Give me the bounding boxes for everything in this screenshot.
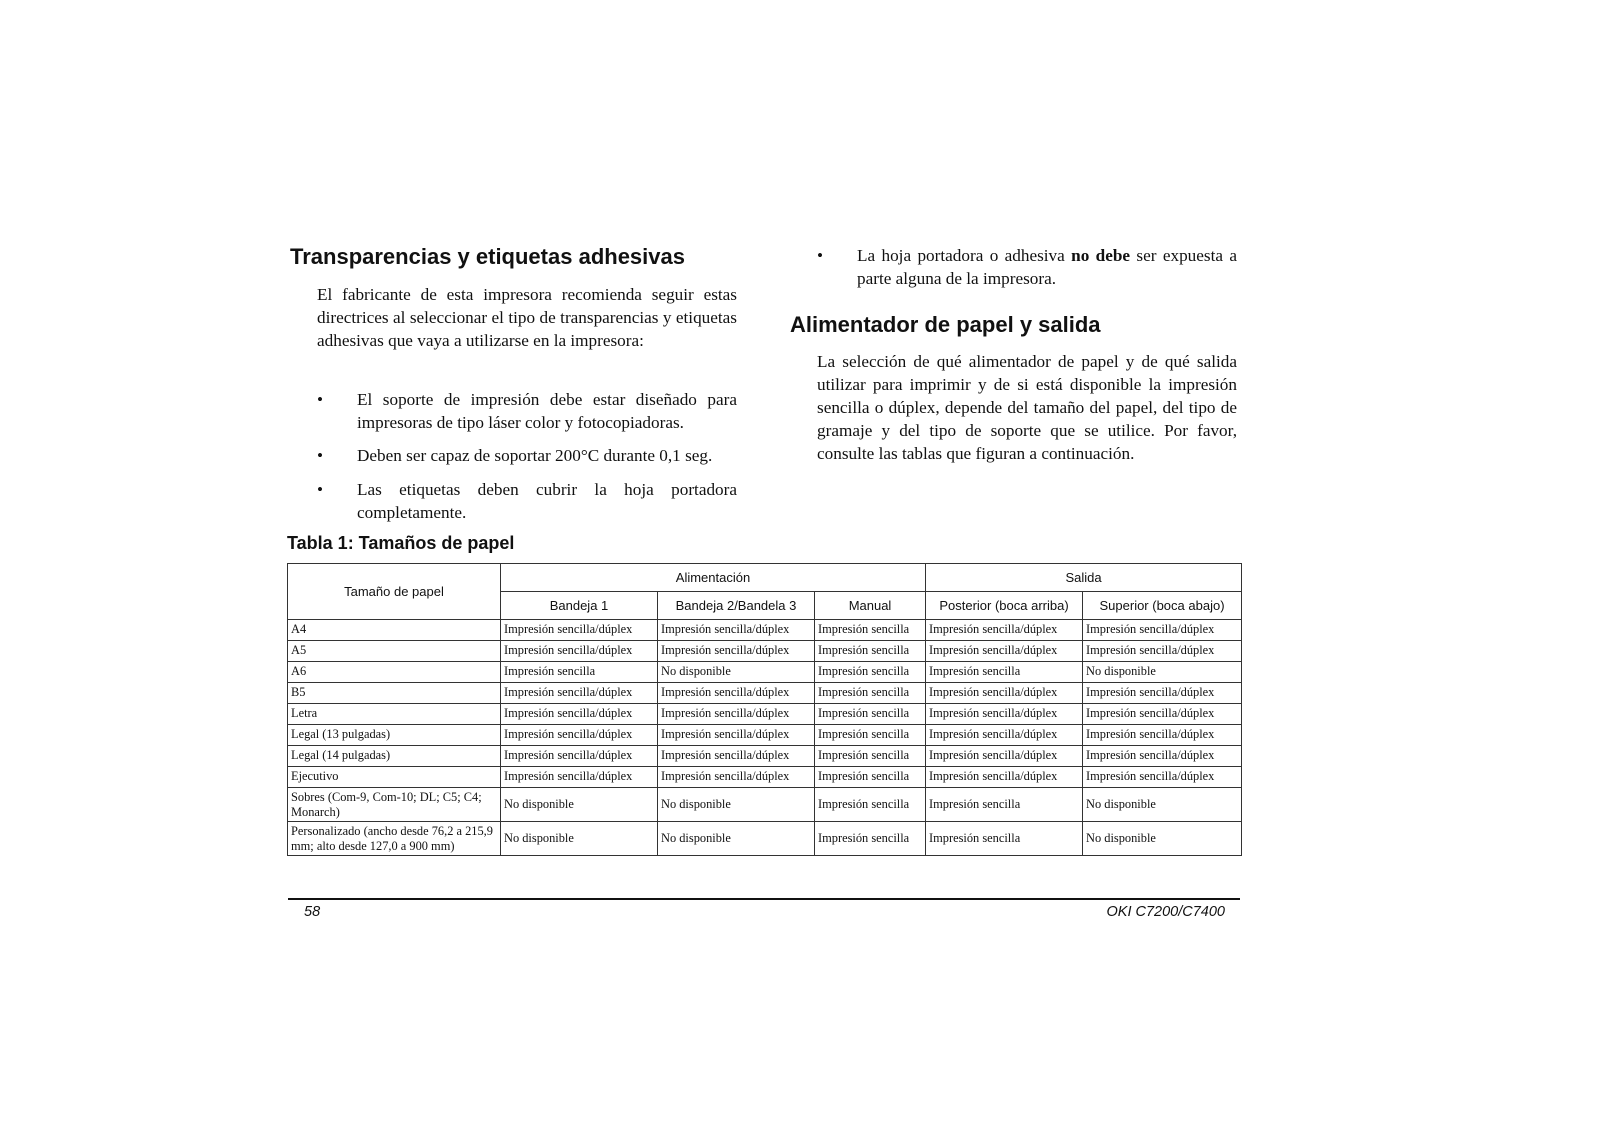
- table-cell: Impresión sencilla/dúplex: [658, 683, 815, 704]
- table-cell: No disponible: [501, 788, 658, 822]
- bullet-text: [857, 244, 1237, 290]
- table-cell: Impresión sencilla/dúplex: [501, 746, 658, 767]
- table-cell: Impresión sencilla/dúplex: [1083, 683, 1242, 704]
- table-cell: Impresión sencilla: [815, 683, 926, 704]
- table-cell: Impresión sencilla: [926, 662, 1083, 683]
- table-cell: Impresión sencilla/dúplex: [658, 704, 815, 725]
- intro-paragraph: El fabricante de esta impresora recomienda seguir estas directrices al seleccionar el tipo de transparencias y etiquetas adhesivas que vaya a utilizarse en la impresora:: [317, 285, 737, 350]
- table-cell: Impresión sencilla/dúplex: [501, 620, 658, 641]
- table-cell: Sobres (Com-9, Com-10; DL; C5; C4; Monarch): [288, 788, 501, 822]
- table-cell: Impresión sencilla/dúplex: [501, 683, 658, 704]
- table-cell: Legal (13 pulgadas): [288, 725, 501, 746]
- table-caption: Tabla 1: Tamaños de papel: [287, 533, 515, 553]
- table-row: [288, 788, 1242, 822]
- header-group-output: Salida: [926, 564, 1242, 592]
- table-cell: Impresión sencilla/dúplex: [658, 641, 815, 662]
- table-row: [288, 767, 1242, 788]
- table-cell: Impresión sencilla/dúplex: [1083, 641, 1242, 662]
- table-cell: Impresión sencilla: [815, 767, 926, 788]
- product-name: OKI C7200/C7400: [1106, 904, 1225, 920]
- table-cell: Impresión sencilla/dúplex: [926, 683, 1083, 704]
- header-group-feed: Alimentación: [501, 564, 926, 592]
- table-cell: Impresión sencilla: [815, 641, 926, 662]
- table-cell: Impresión sencilla/dúplex: [658, 746, 815, 767]
- bullet-item-1: [317, 388, 737, 434]
- bullet-item-3: [317, 478, 737, 524]
- bullet-text-end: ser expuesta a parte alguna de la impresora.: [857, 246, 1237, 288]
- table-cell: B5: [288, 683, 501, 704]
- bullet-text-start: La hoja portadora o adhesiva: [857, 246, 1072, 265]
- table-cell: Impresión sencilla: [815, 662, 926, 683]
- table-row: [288, 683, 1242, 704]
- bullet-symbol: •: [317, 390, 324, 409]
- table-row: [288, 704, 1242, 725]
- table-cell: Impresión sencilla: [926, 788, 1083, 822]
- table-cell: Impresión sencilla/dúplex: [501, 767, 658, 788]
- header-manual: Manual: [815, 592, 926, 620]
- table-row: [288, 641, 1242, 662]
- table-cell: Impresión sencilla/dúplex: [501, 704, 658, 725]
- header-rear-output: Posterior (boca arriba): [926, 592, 1083, 620]
- table-cell: Impresión sencilla: [815, 746, 926, 767]
- table-cell: Legal (14 pulgadas): [288, 746, 501, 767]
- table-cell: Impresión sencilla: [815, 822, 926, 856]
- table-cell: Letra: [288, 704, 501, 725]
- table-cell: A5: [288, 641, 501, 662]
- section-heading-paper-feed: Alimentador de papel y salida: [790, 312, 1101, 337]
- header-tray-2-3: Bandeja 2/Bandela 3: [658, 592, 815, 620]
- bullet-symbol: •: [317, 446, 324, 465]
- page-number: 58: [304, 904, 321, 920]
- table-cell: Impresión sencilla/dúplex: [501, 725, 658, 746]
- table-row: [288, 822, 1242, 856]
- table-cell: No disponible: [658, 788, 815, 822]
- bullet-symbol: •: [317, 480, 324, 499]
- table-cell: Impresión sencilla: [501, 662, 658, 683]
- table-row: [288, 662, 1242, 683]
- table-cell: Impresión sencilla/dúplex: [926, 746, 1083, 767]
- table-cell: Impresión sencilla/dúplex: [926, 767, 1083, 788]
- table-cell: Impresión sencilla/dúplex: [1083, 746, 1242, 767]
- table-cell: No disponible: [1083, 788, 1242, 822]
- table-cell: Impresión sencilla/dúplex: [926, 704, 1083, 725]
- table-cell: Personalizado (ancho desde 76,2 a 215,9 mm; alto desde 127,0 a 900 mm): [288, 822, 501, 856]
- header-paper-size: Tamaño de papel: [288, 564, 501, 620]
- bullet-text: Las etiquetas deben cubrir la hoja portadora completamente.: [357, 480, 737, 522]
- header-top-output: Superior (boca abajo): [1083, 592, 1242, 620]
- table-cell: Impresión sencilla/dúplex: [658, 767, 815, 788]
- table-cell: No disponible: [658, 822, 815, 856]
- table-cell: Impresión sencilla: [815, 788, 926, 822]
- bullet-symbol: •: [817, 246, 824, 265]
- table-cell: A4: [288, 620, 501, 641]
- bullet-item-2: [317, 444, 737, 467]
- table-row: [288, 746, 1242, 767]
- bullet-text-bold: no debe: [1071, 246, 1131, 265]
- paper-sizes-table: [287, 563, 1242, 856]
- table-cell: Impresión sencilla/dúplex: [658, 725, 815, 746]
- table-cell: Impresión sencilla/dúplex: [926, 641, 1083, 662]
- section-heading-transparencies: Transparencias y etiquetas adhesivas: [290, 244, 685, 269]
- table-cell: No disponible: [1083, 662, 1242, 683]
- table-cell: No disponible: [658, 662, 815, 683]
- table-cell: A6: [288, 662, 501, 683]
- table-cell: Impresión sencilla/dúplex: [926, 620, 1083, 641]
- table-cell: Impresión sencilla/dúplex: [658, 620, 815, 641]
- table-cell: Impresión sencilla/dúplex: [1083, 767, 1242, 788]
- paper-feed-paragraph: La selección de qué alimentador de papel y de qué salida utilizar para imprimir y de si está disponible la impresión sencilla o dúplex, depende del tamaño del papel, del tipo de gramaje y del tipo de soporte que se utilice. Por favor, consulte las tablas que figuran a continuación.: [817, 352, 1237, 463]
- table-cell: Impresión sencilla/dúplex: [1083, 725, 1242, 746]
- table-cell: No disponible: [501, 822, 658, 856]
- table-cell: Ejecutivo: [288, 767, 501, 788]
- table-cell: Impresión sencilla: [815, 725, 926, 746]
- table-cell: Impresión sencilla/dúplex: [926, 725, 1083, 746]
- table-cell: Impresión sencilla/dúplex: [1083, 620, 1242, 641]
- table-cell: Impresión sencilla/dúplex: [1083, 704, 1242, 725]
- table-cell: Impresión sencilla/dúplex: [501, 641, 658, 662]
- footer-divider: [288, 898, 1240, 900]
- table-row: [288, 620, 1242, 641]
- header-tray-1: Bandeja 1: [501, 592, 658, 620]
- table-cell: Impresión sencilla: [815, 620, 926, 641]
- table-row: [288, 725, 1242, 746]
- bullet-text: Deben ser capaz de soportar 200°C durante 0,1 seg.: [357, 446, 713, 465]
- table-cell: Impresión sencilla: [815, 704, 926, 725]
- bullet-item-carrier-sheet: [817, 244, 1237, 290]
- bullet-text: El soporte de impresión debe estar diseñado para impresoras de tipo láser color y fotocopiadoras.: [357, 390, 737, 432]
- table-header-row-groups: [288, 564, 1242, 592]
- table-cell: No disponible: [1083, 822, 1242, 856]
- table-cell: Impresión sencilla: [926, 822, 1083, 856]
